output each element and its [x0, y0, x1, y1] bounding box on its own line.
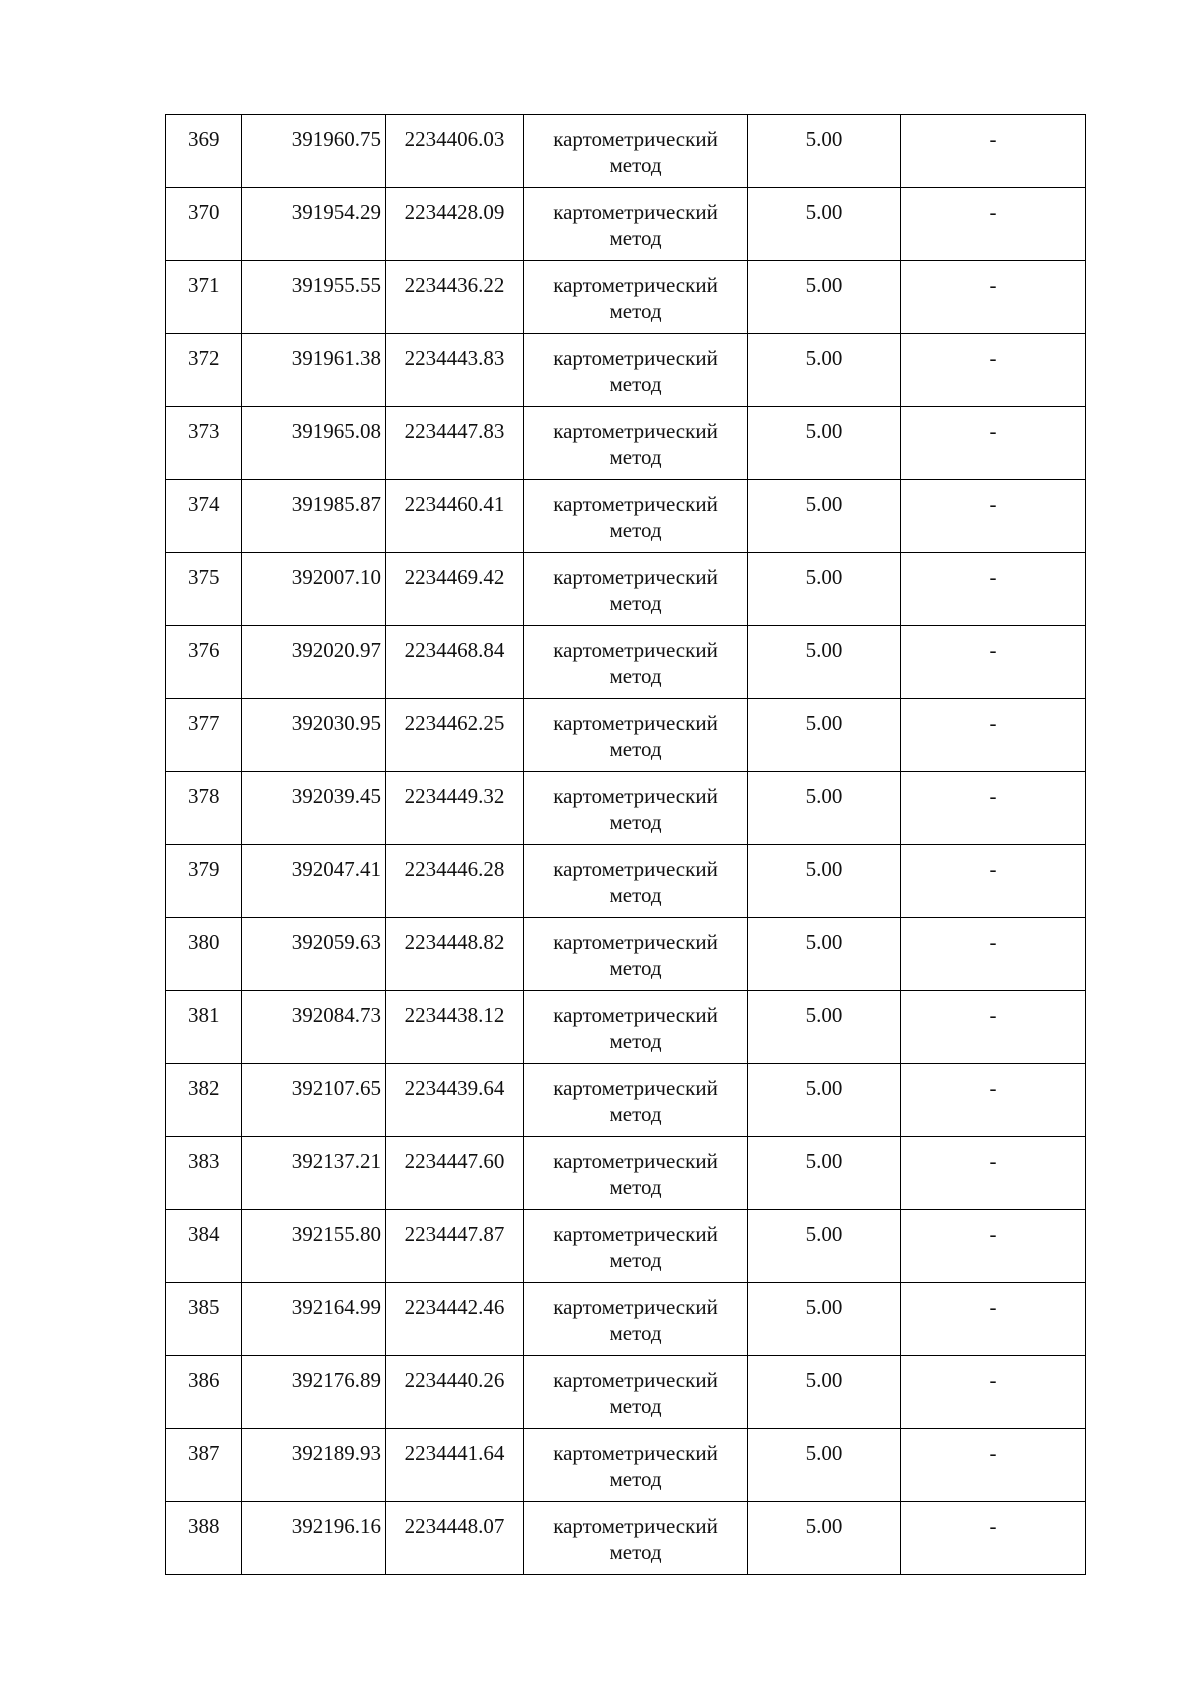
- accuracy-cell: 5.00: [748, 845, 901, 918]
- point-number-cell: 374: [166, 480, 242, 553]
- method-line-2: метод: [609, 1540, 662, 1564]
- y-coordinate-cell: 2234447.87: [386, 1210, 524, 1283]
- method-cell: [524, 1064, 748, 1137]
- accuracy-cell: 5.00: [748, 480, 901, 553]
- description-cell: -: [901, 845, 1086, 918]
- method-cell: [524, 1210, 748, 1283]
- point-number-cell: 386: [166, 1356, 242, 1429]
- method-line-2: метод: [609, 737, 662, 761]
- point-number-cell: 371: [166, 261, 242, 334]
- method-line-2: метод: [609, 1394, 662, 1418]
- method-cell: [524, 699, 748, 772]
- method-line-2: метод: [609, 1321, 662, 1345]
- accuracy-cell: 5.00: [748, 553, 901, 626]
- accuracy-cell: 5.00: [748, 1064, 901, 1137]
- method-line-2: метод: [609, 226, 662, 250]
- x-coordinate-cell: 392189.93: [242, 1429, 386, 1502]
- method-line-2: метод: [609, 1029, 662, 1053]
- method-cell: [524, 772, 748, 845]
- table-row: [166, 1429, 1086, 1502]
- y-coordinate-cell: 2234406.03: [386, 115, 524, 188]
- description-cell: -: [901, 261, 1086, 334]
- table-row: [166, 553, 1086, 626]
- description-cell: -: [901, 991, 1086, 1064]
- table-row: [166, 188, 1086, 261]
- description-cell: -: [901, 407, 1086, 480]
- table-row: [166, 626, 1086, 699]
- method-cell: [524, 115, 748, 188]
- method-cell: [524, 1356, 748, 1429]
- accuracy-cell: 5.00: [748, 1283, 901, 1356]
- x-coordinate-cell: 392155.80: [242, 1210, 386, 1283]
- method-cell: [524, 334, 748, 407]
- description-cell: -: [901, 115, 1086, 188]
- method-line-1: картометрический: [553, 200, 718, 224]
- accuracy-cell: 5.00: [748, 918, 901, 991]
- point-number-cell: 375: [166, 553, 242, 626]
- table-row: [166, 772, 1086, 845]
- accuracy-cell: 5.00: [748, 626, 901, 699]
- point-number-cell: 381: [166, 991, 242, 1064]
- accuracy-cell: 5.00: [748, 1137, 901, 1210]
- method-cell: [524, 991, 748, 1064]
- point-number-cell: 378: [166, 772, 242, 845]
- description-cell: -: [901, 334, 1086, 407]
- description-cell: -: [901, 480, 1086, 553]
- accuracy-cell: 5.00: [748, 1429, 901, 1502]
- y-coordinate-cell: 2234446.28: [386, 845, 524, 918]
- accuracy-cell: 5.00: [748, 261, 901, 334]
- point-number-cell: 380: [166, 918, 242, 991]
- method-line-2: метод: [609, 956, 662, 980]
- x-coordinate-cell: 392059.63: [242, 918, 386, 991]
- y-coordinate-cell: 2234469.42: [386, 553, 524, 626]
- method-line-2: метод: [609, 1175, 662, 1199]
- description-cell: -: [901, 772, 1086, 845]
- point-number-cell: 387: [166, 1429, 242, 1502]
- method-line-2: метод: [609, 299, 662, 323]
- table-row: [166, 918, 1086, 991]
- point-number-cell: 388: [166, 1502, 242, 1575]
- y-coordinate-cell: 2234441.64: [386, 1429, 524, 1502]
- accuracy-cell: 5.00: [748, 115, 901, 188]
- method-line-2: метод: [609, 1102, 662, 1126]
- method-line-1: картометрический: [553, 930, 718, 954]
- point-number-cell: 377: [166, 699, 242, 772]
- description-cell: -: [901, 1502, 1086, 1575]
- table-row: [166, 699, 1086, 772]
- description-cell: -: [901, 1210, 1086, 1283]
- method-line-1: картометрический: [553, 346, 718, 370]
- method-line-1: картометрический: [553, 273, 718, 297]
- table-row: [166, 1502, 1086, 1575]
- method-line-1: картометрический: [553, 1514, 718, 1538]
- method-line-1: картометрический: [553, 492, 718, 516]
- method-line-2: метод: [609, 883, 662, 907]
- x-coordinate-cell: 392107.65: [242, 1064, 386, 1137]
- method-line-1: картометрический: [553, 638, 718, 662]
- y-coordinate-cell: 2234443.83: [386, 334, 524, 407]
- y-coordinate-cell: 2234440.26: [386, 1356, 524, 1429]
- method-line-2: метод: [609, 445, 662, 469]
- method-cell: [524, 845, 748, 918]
- method-cell: [524, 480, 748, 553]
- y-coordinate-cell: 2234462.25: [386, 699, 524, 772]
- method-line-2: метод: [609, 591, 662, 615]
- y-coordinate-cell: 2234436.22: [386, 261, 524, 334]
- method-line-1: картометрический: [553, 857, 718, 881]
- method-line-1: картометрический: [553, 127, 718, 151]
- method-line-2: метод: [609, 664, 662, 688]
- description-cell: -: [901, 626, 1086, 699]
- table-row: [166, 115, 1086, 188]
- x-coordinate-cell: 391985.87: [242, 480, 386, 553]
- accuracy-cell: 5.00: [748, 1356, 901, 1429]
- method-cell: [524, 261, 748, 334]
- description-cell: -: [901, 1429, 1086, 1502]
- accuracy-cell: 5.00: [748, 407, 901, 480]
- method-cell: [524, 626, 748, 699]
- table-row: [166, 1283, 1086, 1356]
- x-coordinate-cell: 392039.45: [242, 772, 386, 845]
- method-cell: [524, 1283, 748, 1356]
- table-body: [166, 115, 1086, 1575]
- x-coordinate-cell: 392030.95: [242, 699, 386, 772]
- description-cell: -: [901, 918, 1086, 991]
- point-number-cell: 373: [166, 407, 242, 480]
- method-line-2: метод: [609, 153, 662, 177]
- accuracy-cell: 5.00: [748, 188, 901, 261]
- accuracy-cell: 5.00: [748, 334, 901, 407]
- table-row: [166, 334, 1086, 407]
- point-number-cell: 385: [166, 1283, 242, 1356]
- accuracy-cell: 5.00: [748, 1502, 901, 1575]
- accuracy-cell: 5.00: [748, 699, 901, 772]
- table-row: [166, 845, 1086, 918]
- x-coordinate-cell: 391960.75: [242, 115, 386, 188]
- point-number-cell: 376: [166, 626, 242, 699]
- table-row: [166, 1137, 1086, 1210]
- method-cell: [524, 553, 748, 626]
- x-coordinate-cell: 391961.38: [242, 334, 386, 407]
- method-line-1: картометрический: [553, 711, 718, 735]
- accuracy-cell: 5.00: [748, 772, 901, 845]
- point-number-cell: 369: [166, 115, 242, 188]
- x-coordinate-cell: 392020.97: [242, 626, 386, 699]
- x-coordinate-cell: 391965.08: [242, 407, 386, 480]
- x-coordinate-cell: 392164.99: [242, 1283, 386, 1356]
- method-line-1: картометрический: [553, 1295, 718, 1319]
- point-number-cell: 370: [166, 188, 242, 261]
- x-coordinate-cell: 392176.89: [242, 1356, 386, 1429]
- description-cell: -: [901, 1064, 1086, 1137]
- table-row: [166, 1064, 1086, 1137]
- y-coordinate-cell: 2234449.32: [386, 772, 524, 845]
- x-coordinate-cell: 392137.21: [242, 1137, 386, 1210]
- method-line-1: картометрический: [553, 1222, 718, 1246]
- point-number-cell: 372: [166, 334, 242, 407]
- y-coordinate-cell: 2234447.60: [386, 1137, 524, 1210]
- y-coordinate-cell: 2234439.64: [386, 1064, 524, 1137]
- x-coordinate-cell: 392084.73: [242, 991, 386, 1064]
- coordinates-table: [165, 114, 1086, 1575]
- y-coordinate-cell: 2234447.83: [386, 407, 524, 480]
- description-cell: -: [901, 553, 1086, 626]
- method-line-2: метод: [609, 518, 662, 542]
- point-number-cell: 384: [166, 1210, 242, 1283]
- method-line-1: картометрический: [553, 1149, 718, 1173]
- method-line-1: картометрический: [553, 565, 718, 589]
- table-row: [166, 407, 1086, 480]
- x-coordinate-cell: 392196.16: [242, 1502, 386, 1575]
- description-cell: -: [901, 1356, 1086, 1429]
- y-coordinate-cell: 2234442.46: [386, 1283, 524, 1356]
- y-coordinate-cell: 2234460.41: [386, 480, 524, 553]
- method-cell: [524, 407, 748, 480]
- table-row: [166, 261, 1086, 334]
- description-cell: -: [901, 699, 1086, 772]
- x-coordinate-cell: 392047.41: [242, 845, 386, 918]
- x-coordinate-cell: 391955.55: [242, 261, 386, 334]
- method-line-2: метод: [609, 372, 662, 396]
- y-coordinate-cell: 2234448.07: [386, 1502, 524, 1575]
- description-cell: -: [901, 1283, 1086, 1356]
- method-line-1: картометрический: [553, 1441, 718, 1465]
- point-number-cell: 382: [166, 1064, 242, 1137]
- point-number-cell: 383: [166, 1137, 242, 1210]
- method-line-1: картометрический: [553, 784, 718, 808]
- method-line-1: картометрический: [553, 1368, 718, 1392]
- method-line-1: картометрический: [553, 1003, 718, 1027]
- accuracy-cell: 5.00: [748, 1210, 901, 1283]
- method-cell: [524, 918, 748, 991]
- method-line-1: картометрический: [553, 1076, 718, 1100]
- x-coordinate-cell: 392007.10: [242, 553, 386, 626]
- method-cell: [524, 1137, 748, 1210]
- y-coordinate-cell: 2234428.09: [386, 188, 524, 261]
- x-coordinate-cell: 391954.29: [242, 188, 386, 261]
- description-cell: -: [901, 1137, 1086, 1210]
- table-row: [166, 1210, 1086, 1283]
- y-coordinate-cell: 2234468.84: [386, 626, 524, 699]
- y-coordinate-cell: 2234438.12: [386, 991, 524, 1064]
- table-row: [166, 480, 1086, 553]
- method-line-2: метод: [609, 810, 662, 834]
- accuracy-cell: 5.00: [748, 991, 901, 1064]
- description-cell: -: [901, 188, 1086, 261]
- y-coordinate-cell: 2234448.82: [386, 918, 524, 991]
- table-row: [166, 991, 1086, 1064]
- method-cell: [524, 1429, 748, 1502]
- method-line-1: картометрический: [553, 419, 718, 443]
- method-cell: [524, 1502, 748, 1575]
- table-row: [166, 1356, 1086, 1429]
- point-number-cell: 379: [166, 845, 242, 918]
- method-line-2: метод: [609, 1248, 662, 1272]
- method-cell: [524, 188, 748, 261]
- method-line-2: метод: [609, 1467, 662, 1491]
